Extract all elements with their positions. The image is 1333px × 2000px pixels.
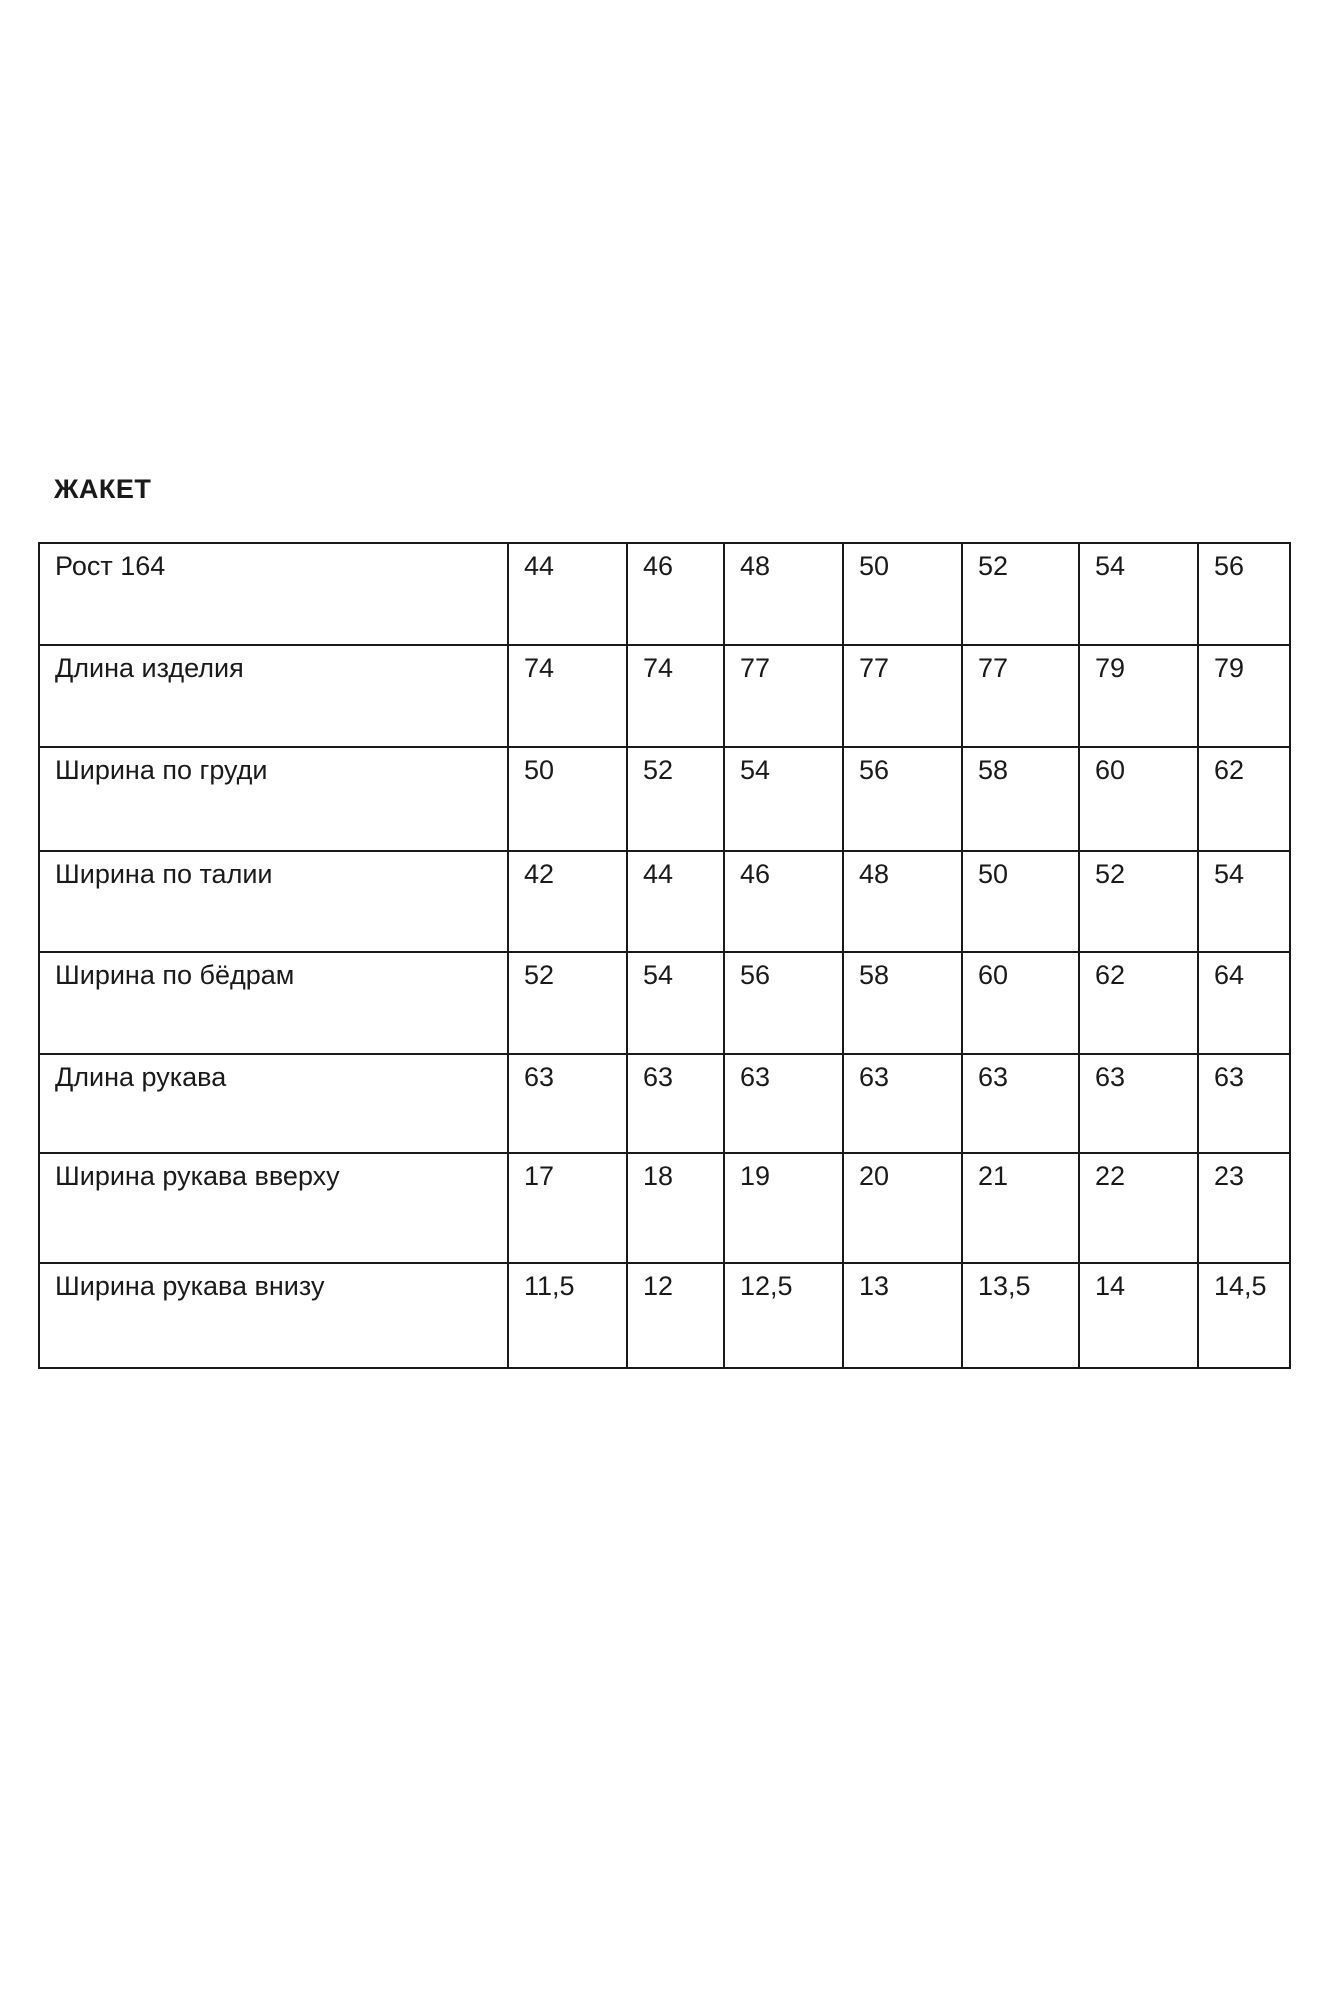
table-cell: 52: [962, 543, 1079, 645]
row-label: Длина изделия: [39, 645, 508, 747]
table-cell: 63: [627, 1054, 724, 1153]
table-cell: 63: [843, 1054, 962, 1153]
size-chart-table: [38, 542, 1291, 1369]
row-label: Ширина рукава вверху: [39, 1153, 508, 1263]
table-cell: 52: [627, 747, 724, 851]
table-row: [39, 952, 1290, 1054]
table-cell: 50: [843, 543, 962, 645]
table-row: [39, 747, 1290, 851]
table-cell: 52: [1079, 851, 1198, 952]
table-cell: 60: [1079, 747, 1198, 851]
table-cell: 17: [508, 1153, 627, 1263]
table-cell: 54: [1079, 543, 1198, 645]
table-cell: 79: [1198, 645, 1290, 747]
table-cell: 52: [508, 952, 627, 1054]
table-cell: 79: [1079, 645, 1198, 747]
table-cell: 19: [724, 1153, 843, 1263]
table-row: [39, 851, 1290, 952]
table-cell: 60: [962, 952, 1079, 1054]
table-cell: 13,5: [962, 1263, 1079, 1368]
table-cell: 54: [1198, 851, 1290, 952]
table-cell: 11,5: [508, 1263, 627, 1368]
table-cell: 12,5: [724, 1263, 843, 1368]
table-cell: 44: [508, 543, 627, 645]
size-chart-body: [39, 543, 1290, 1368]
row-label: Ширина по груди: [39, 747, 508, 851]
table-cell: 56: [843, 747, 962, 851]
table-cell: 18: [627, 1153, 724, 1263]
table-cell: 48: [724, 543, 843, 645]
table-cell: 63: [724, 1054, 843, 1153]
table-row: [39, 1263, 1290, 1368]
row-label: Ширина по талии: [39, 851, 508, 952]
table-cell: 42: [508, 851, 627, 952]
table-cell: 74: [508, 645, 627, 747]
table-cell: 20: [843, 1153, 962, 1263]
table-row: [39, 1054, 1290, 1153]
table-cell: 46: [627, 543, 724, 645]
table-cell: 50: [962, 851, 1079, 952]
table-row: [39, 543, 1290, 645]
table-cell: 62: [1198, 747, 1290, 851]
table-cell: 14: [1079, 1263, 1198, 1368]
table-cell: 63: [508, 1054, 627, 1153]
table-cell: 44: [627, 851, 724, 952]
table-cell: 77: [962, 645, 1079, 747]
table-cell: 58: [962, 747, 1079, 851]
table-cell: 62: [1079, 952, 1198, 1054]
table-cell: 77: [843, 645, 962, 747]
table-cell: 21: [962, 1153, 1079, 1263]
table-cell: 63: [1079, 1054, 1198, 1153]
table-cell: 54: [724, 747, 843, 851]
table-cell: 54: [627, 952, 724, 1054]
table-cell: 56: [724, 952, 843, 1054]
row-label: Ширина по бёдрам: [39, 952, 508, 1054]
row-label: Длина рукава: [39, 1054, 508, 1153]
document-title: ЖАКЕТ: [54, 474, 152, 504]
table-cell: 22: [1079, 1153, 1198, 1263]
table-cell: 48: [843, 851, 962, 952]
table-cell: 50: [508, 747, 627, 851]
table-cell: 74: [627, 645, 724, 747]
table-cell: 46: [724, 851, 843, 952]
table-cell: 63: [1198, 1054, 1290, 1153]
table-cell: 77: [724, 645, 843, 747]
table-cell: 58: [843, 952, 962, 1054]
table-cell: 23: [1198, 1153, 1290, 1263]
table-row: [39, 645, 1290, 747]
table-cell: 14,5: [1198, 1263, 1290, 1368]
table-cell: 64: [1198, 952, 1290, 1054]
table-cell: 56: [1198, 543, 1290, 645]
table-cell: 12: [627, 1263, 724, 1368]
table-row: [39, 1153, 1290, 1263]
table-cell: 13: [843, 1263, 962, 1368]
row-label: Ширина рукава внизу: [39, 1263, 508, 1368]
row-label: Рост 164: [39, 543, 508, 645]
table-cell: 63: [962, 1054, 1079, 1153]
